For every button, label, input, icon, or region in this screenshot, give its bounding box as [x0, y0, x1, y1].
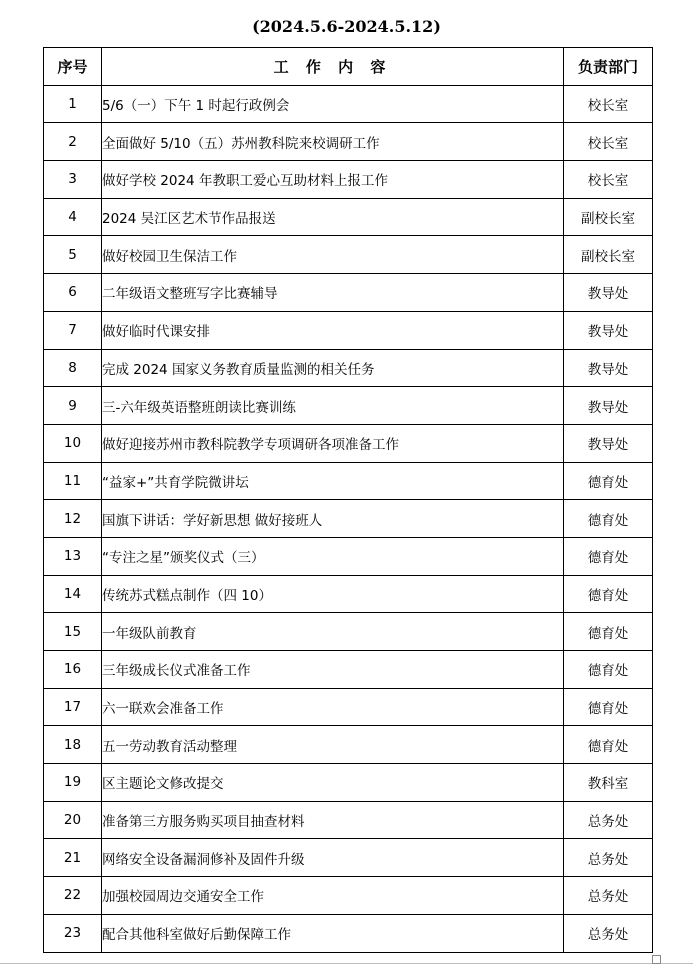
work-schedule-table	[43, 47, 653, 953]
row-work-content: 二年级语文整班写字比赛辅导	[102, 274, 564, 312]
row-serial-number: 4	[44, 198, 102, 236]
row-work-content: 做好临时代课安排	[102, 311, 564, 349]
row-serial-number: 7	[44, 311, 102, 349]
table-row	[44, 161, 653, 199]
table-row	[44, 877, 653, 915]
row-work-content: 一年级队前教育	[102, 613, 564, 651]
table-row	[44, 500, 653, 538]
page-title: (2024.5.6-2024.5.12)	[252, 17, 441, 36]
row-work-content: 做好学校 2024 年教职工爱心互助材料上报工作	[102, 161, 564, 199]
table-row	[44, 764, 653, 802]
table-header-row	[44, 48, 653, 86]
row-work-content: 六一联欢会准备工作	[102, 688, 564, 726]
table-row	[44, 424, 653, 462]
row-work-content: “益家+”共育学院微讲坛	[102, 462, 564, 500]
table-row	[44, 537, 653, 575]
row-serial-number: 13	[44, 537, 102, 575]
row-serial-number: 14	[44, 575, 102, 613]
row-serial-number: 9	[44, 387, 102, 425]
row-responsible-dept: 教导处	[564, 311, 653, 349]
row-work-content: 网络安全设备漏洞修补及固件升级	[102, 839, 564, 877]
table-row	[44, 726, 653, 764]
row-responsible-dept: 总务处	[564, 877, 653, 915]
row-responsible-dept: 总务处	[564, 914, 653, 952]
row-responsible-dept: 总务处	[564, 801, 653, 839]
table-row	[44, 349, 653, 387]
row-responsible-dept: 教导处	[564, 387, 653, 425]
row-work-content: 三-六年级英语整班朗读比赛训练	[102, 387, 564, 425]
row-work-content: 做好迎接苏州市教科院教学专项调研各项准备工作	[102, 424, 564, 462]
row-work-content: 5/6（一）下午 1 时起行政例会	[102, 85, 564, 123]
row-work-content: 五一劳动教育活动整理	[102, 726, 564, 764]
row-work-content: 三年级成长仪式准备工作	[102, 651, 564, 689]
row-serial-number: 8	[44, 349, 102, 387]
row-serial-number: 1	[44, 85, 102, 123]
table-row	[44, 801, 653, 839]
row-work-content: 做好校园卫生保洁工作	[102, 236, 564, 274]
row-serial-number: 5	[44, 236, 102, 274]
table-row	[44, 613, 653, 651]
row-serial-number: 17	[44, 688, 102, 726]
row-work-content: 传统苏式糕点制作（四 10）	[102, 575, 564, 613]
table-row	[44, 839, 653, 877]
row-responsible-dept: 德育处	[564, 500, 653, 538]
table-row	[44, 85, 653, 123]
row-responsible-dept: 德育处	[564, 613, 653, 651]
row-serial-number: 12	[44, 500, 102, 538]
row-serial-number: 3	[44, 161, 102, 199]
row-work-content: 全面做好 5/10（五）苏州教科院来校调研工作	[102, 123, 564, 161]
table-row	[44, 387, 653, 425]
row-responsible-dept: 教科室	[564, 764, 653, 802]
row-work-content: 区主题论文修改提交	[102, 764, 564, 802]
row-serial-number: 19	[44, 764, 102, 802]
row-responsible-dept: 教导处	[564, 424, 653, 462]
table-row	[44, 688, 653, 726]
row-work-content: 配合其他科室做好后勤保障工作	[102, 914, 564, 952]
row-responsible-dept: 校长室	[564, 85, 653, 123]
row-responsible-dept: 德育处	[564, 462, 653, 500]
row-responsible-dept: 德育处	[564, 537, 653, 575]
row-work-content: 国旗下讲话：学好新思想 做好接班人	[102, 500, 564, 538]
row-serial-number: 2	[44, 123, 102, 161]
table-body	[44, 85, 653, 952]
row-serial-number: 10	[44, 424, 102, 462]
table-row	[44, 651, 653, 689]
row-serial-number: 22	[44, 877, 102, 915]
row-serial-number: 21	[44, 839, 102, 877]
row-responsible-dept: 总务处	[564, 839, 653, 877]
row-responsible-dept: 副校长室	[564, 236, 653, 274]
row-serial-number: 20	[44, 801, 102, 839]
table-row	[44, 198, 653, 236]
row-serial-number: 16	[44, 651, 102, 689]
row-responsible-dept: 教导处	[564, 274, 653, 312]
row-serial-number: 15	[44, 613, 102, 651]
row-responsible-dept: 德育处	[564, 726, 653, 764]
header-work-content: 工 作 内 容	[102, 48, 564, 86]
row-serial-number: 23	[44, 914, 102, 952]
row-responsible-dept: 校长室	[564, 161, 653, 199]
header-responsible-dept: 负责部门	[564, 48, 653, 86]
table-row	[44, 236, 653, 274]
row-responsible-dept: 校长室	[564, 123, 653, 161]
row-work-content: 完成 2024 国家义务教育质量监测的相关任务	[102, 349, 564, 387]
row-serial-number: 11	[44, 462, 102, 500]
row-work-content: 准备第三方服务购买项目抽查材料	[102, 801, 564, 839]
table-row	[44, 311, 653, 349]
page-bottom-rule	[0, 963, 693, 964]
corner-marker	[652, 955, 661, 964]
row-responsible-dept: 德育处	[564, 575, 653, 613]
row-responsible-dept: 副校长室	[564, 198, 653, 236]
row-work-content: “专注之星”颁奖仪式（三）	[102, 537, 564, 575]
table-row	[44, 575, 653, 613]
table-row	[44, 462, 653, 500]
row-serial-number: 18	[44, 726, 102, 764]
header-serial-number: 序号	[44, 48, 102, 86]
row-responsible-dept: 教导处	[564, 349, 653, 387]
row-serial-number: 6	[44, 274, 102, 312]
table-row	[44, 274, 653, 312]
table-row	[44, 914, 653, 952]
row-responsible-dept: 德育处	[564, 688, 653, 726]
row-work-content: 加强校园周边交通安全工作	[102, 877, 564, 915]
row-responsible-dept: 德育处	[564, 651, 653, 689]
row-work-content: 2024 吴江区艺术节作品报送	[102, 198, 564, 236]
table-row	[44, 123, 653, 161]
